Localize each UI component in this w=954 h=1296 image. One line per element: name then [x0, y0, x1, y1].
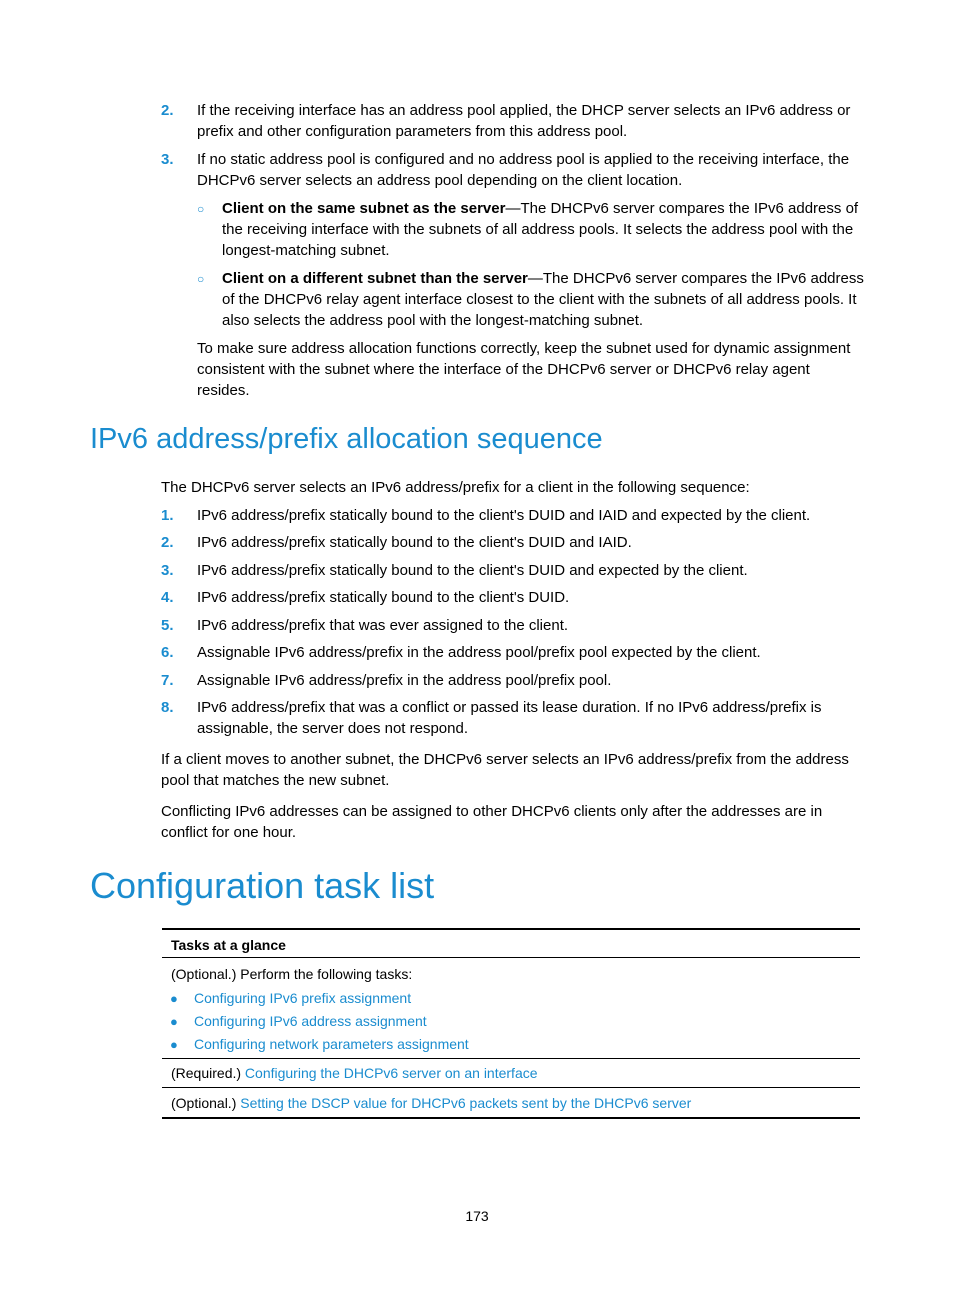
list-number: 3.: [161, 562, 174, 579]
sub-bullet-item: [222, 268, 865, 331]
circle-bullet-icon: ○: [197, 202, 205, 216]
note-paragraph: To make sure address allocation functions correctly, keep the subnet used for dynamic assignment consistent with the subnet where the interface of the DHCPv6 server or DHCPv6 relay agent resides.: [197, 340, 851, 399]
list-number: 7.: [161, 672, 174, 689]
list-number: 3.: [161, 151, 174, 168]
list-number: 1.: [161, 507, 174, 524]
list-item-text: If no static address pool is configured and no address pool is applied to the receiving interface, the DHCPv6 server selects an address pool depending on the client location.: [197, 151, 850, 189]
sub-bullet-bold: Client on the same subnet as the server: [222, 200, 506, 217]
list-item-text: IPv6 address/prefix that was a conflict or passed its lease duration. If no IPv6 address/prefix is assignable, the server does not respond.: [197, 699, 822, 737]
table-header-rule: [162, 957, 860, 958]
list-number: 6.: [161, 644, 174, 661]
bullet-dot-icon: ●: [170, 991, 178, 1006]
body-paragraph: Conflicting IPv6 addresses can be assigned to other DHCPv6 clients only after the addresses are in conflict for one hour.: [161, 803, 823, 841]
page-number: 173: [465, 1208, 489, 1224]
list-item-text: IPv6 address/prefix that was ever assigned to the client.: [197, 617, 569, 634]
list-item-text: IPv6 address/prefix statically bound to the client's DUID.: [197, 589, 570, 606]
chapter-heading: Configuration task list: [90, 865, 435, 906]
body-paragraph: If a client moves to another subnet, the DHCPv6 server selects an IPv6 address/prefix from the address pool that matches the new subnet.: [161, 751, 849, 789]
list-item-text: IPv6 address/prefix statically bound to the client's DUID and IAID and expected by the client.: [197, 507, 811, 524]
section-heading: IPv6 address/prefix allocation sequence: [90, 423, 603, 455]
list-item-text: If the receiving interface has an address pool applied, the DHCP server selects an IPv6 address or prefix and other configuration parameters from this address pool.: [197, 102, 851, 140]
row-prefix: (Required.): [171, 1065, 245, 1081]
table-cell-text: (Optional.) Perform the following tasks:: [171, 966, 413, 982]
bullet-dot-icon: ●: [170, 1037, 178, 1052]
list-item-text: IPv6 address/prefix statically bound to the client's DUID and expected by the client.: [197, 562, 748, 579]
sub-bullet-item: [222, 198, 865, 261]
table-bottom-rule: [162, 1117, 860, 1119]
section-lead: The DHCPv6 server selects an IPv6 address/prefix for a client in the following sequence:: [161, 479, 750, 496]
task-link-dscp[interactable]: Setting the DSCP value for DHCPv6 packets sent by the DHCPv6 server: [240, 1095, 692, 1111]
circle-bullet-icon: ○: [197, 272, 205, 286]
bullet-dot-icon: ●: [170, 1014, 178, 1029]
list-item-text: Assignable IPv6 address/prefix in the address pool/prefix pool.: [197, 672, 612, 689]
row-prefix: (Optional.): [171, 1095, 241, 1111]
list-number: 5.: [161, 617, 174, 634]
table-top-rule: [162, 928, 860, 930]
task-link-network[interactable]: Configuring network parameters assignment: [194, 1036, 469, 1052]
sub-bullet-text: —The DHCPv6 server compares the IPv6 address of the receiving interface with the subnets of all address pools. It selects the address pool with the longest-matching subnet.: [222, 200, 859, 259]
task-link-prefix[interactable]: Configuring IPv6 prefix assignment: [194, 990, 412, 1006]
list-number: 8.: [161, 699, 174, 716]
task-link-address[interactable]: Configuring IPv6 address assignment: [194, 1013, 427, 1029]
table-row-rule: [162, 1087, 860, 1088]
task-table: [162, 928, 860, 1120]
sub-bullet-text: —The DHCPv6 server compares the IPv6 address of the DHCPv6 relay agent interface closest to the client with the subnets of all address pools. It also selects the address pool with the longest-matching subnet.: [222, 270, 864, 329]
list-number: 2.: [161, 534, 174, 551]
table-row: [171, 1065, 538, 1081]
table-header: Tasks at a glance: [171, 937, 286, 953]
sub-bullet-bold: Client on a different subnet than the server: [222, 270, 528, 287]
table-row-rule: [162, 1058, 860, 1059]
list-number: 2.: [161, 102, 174, 119]
task-link-interface[interactable]: Configuring the DHCPv6 server on an interface: [244, 1065, 538, 1081]
list-item-text: IPv6 address/prefix statically bound to the client's DUID and IAID.: [197, 534, 632, 551]
list-number: 4.: [161, 589, 174, 606]
list-item-text: Assignable IPv6 address/prefix in the address pool/prefix pool expected by the client.: [197, 644, 761, 661]
table-row: [171, 1095, 691, 1111]
